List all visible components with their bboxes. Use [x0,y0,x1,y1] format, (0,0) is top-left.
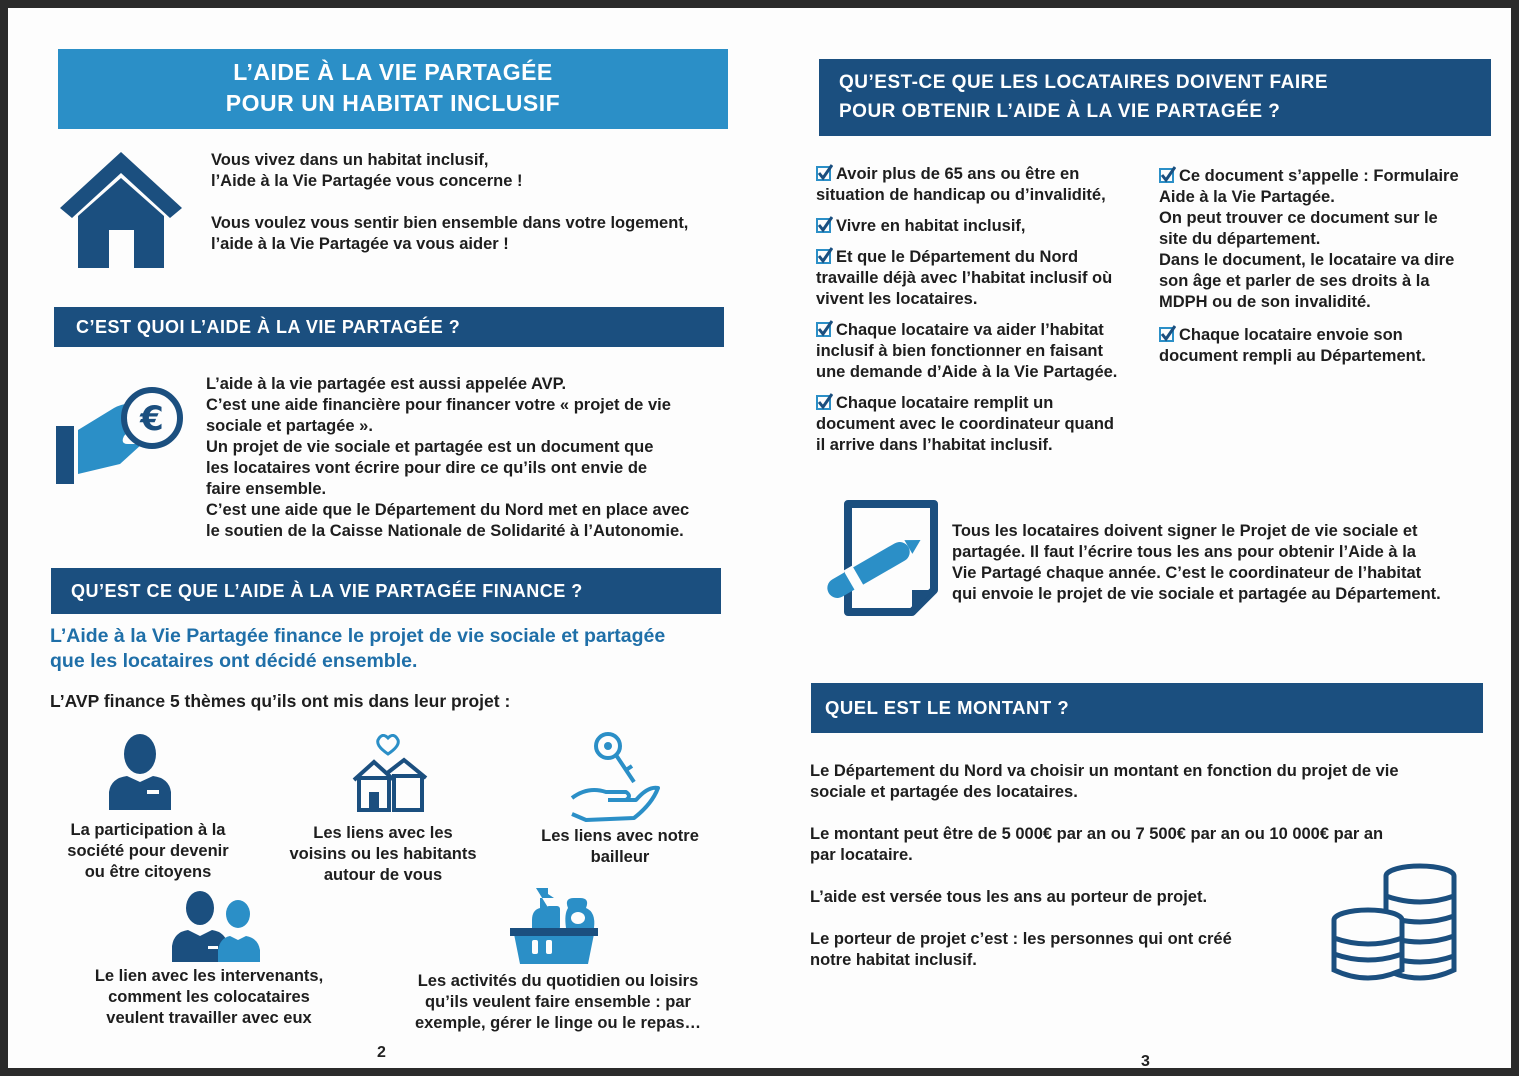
left-title-banner [58,49,728,129]
theme-1-line: ou être citoyens [84,863,212,881]
section1-text [206,374,736,542]
checklist-item [816,164,1156,206]
checklist-line: il arrive dans l’habitat inclusif. [816,436,1053,454]
theme-2-line: Les liens avec les [313,824,453,842]
theme-3-line: Les liens avec notre [541,827,699,845]
checklist-line: document rempli au Département. [1159,347,1426,365]
checkbox-checked-icon [1159,166,1176,183]
sign-line: qui envoie le projet de vie sociale et partagée au Département. [952,585,1441,603]
theme-2-line: voisins ou les habitants [289,845,477,863]
checkbox-checked-icon [816,393,833,410]
checklist-line: Chaque locataire va aider l’habitat [836,321,1104,339]
checklist-line: inclusif à bien fonctionner en faisant [816,342,1103,360]
section2-lead-line: que les locataires ont décidé ensemble. [50,650,418,672]
theme-5-line: Les activités du quotidien ou loisirs [417,972,699,990]
checkbox-checked-icon [816,247,833,264]
sign-text [952,521,1497,605]
checklist-line: Avoir plus de 65 ans ou être en [836,165,1080,183]
theme-4-line: veulent travailler avec eux [106,1009,312,1027]
intro-line: l’aide à la Vie Partagée va vous aider ! [211,235,509,253]
checklist-line: situation de handicap ou d’invalidité, [816,186,1106,204]
section1-line: le soutien de la Caisse Nationale de Solidarité à l’Autonomie. [206,522,684,540]
checklist-item [816,393,1156,456]
section2-title: QU’EST CE QUE L’AIDE À LA VIE PARTAGÉE FINANCE ? [71,581,583,601]
theme-4-text [64,966,354,1029]
theme-5-line: exemple, gérer le linge ou le repas… [414,1014,702,1032]
right-title-line1: QU’EST-CE QUE LES LOCATAIRES DOIVENT FAIRE [839,72,1329,93]
theme-1-text [48,820,248,883]
section2-sub-text: L’AVP finance 5 thèmes qu’ils ont mis dans leur projet : [50,691,511,711]
intro-text [211,150,731,255]
theme-3-line: bailleur [590,848,650,866]
theme-3-text [522,826,718,868]
sign-document-icon [816,498,946,618]
sign-line: Tous les locataires doivent signer le Projet de vie sociale et [952,522,1418,540]
section2-lead [50,624,730,674]
coin-stack-icon [1330,860,1460,986]
two-people-icon [170,888,266,962]
checklist-left [816,164,1156,456]
theme-2-text [270,823,496,886]
section2-lead-line: L’Aide à la Vie Partagée finance le projet de vie sociale et partagée [50,625,666,647]
section1-title: C’EST QUOI L’AIDE À LA VIE PARTAGÉE ? [76,317,461,337]
section2-banner [51,568,721,614]
right-title-banner [819,59,1491,136]
left-title-line1: L’AIDE À LA VIE PARTAGÉE [233,59,553,85]
checkbox-checked-icon [816,216,833,233]
amount-line: Le porteur de projet c’est : les personnes qui ont créé [810,930,1232,948]
theme-5-line: qu’ils veulent faire ensemble : par [425,993,691,1011]
section1-banner [54,307,724,347]
checklist-item [1159,166,1494,313]
checkbox-checked-icon [816,164,833,181]
checklist-line: site du département. [1159,230,1321,248]
checklist-item [816,216,1156,237]
checklist-line: Dans le document, le locataire va dire [1159,251,1455,269]
theme-2-line: autour de vous [323,866,443,884]
checklist-line: Chaque locataire remplit un [836,394,1054,412]
hand-euro-icon [54,378,184,488]
checklist-line: On peut trouver ce document sur le [1159,209,1438,227]
intro-line: Vous voulez vous sentir bien ensemble dans votre logement, [211,214,689,232]
checklist-line: Chaque locataire envoie son [1179,326,1403,344]
intro-line: Vous vivez dans un habitat inclusif, [211,151,489,169]
sign-line: partagée. Il faut l’écrire tous les ans pour obtenir l’Aide à la [952,543,1416,561]
page-number-right: 3 [1141,1053,1150,1068]
section1-line: C’est une aide financière pour financer votre « projet de vie [206,396,671,414]
checklist-line: une demande d’Aide à la Vie Partagée. [816,363,1118,381]
left-title-line2: POUR UN HABITAT INCLUSIF [225,90,561,116]
section1-line: C’est une aide que le Département du Nord met en place avec [206,501,690,519]
checklist-line: Vivre en habitat inclusif, [836,217,1026,235]
checklist-line: travaille déjà avec l’habitat inclusif où [816,269,1113,287]
checklist-line: Aide à la Vie Partagée. [1159,188,1335,206]
amount-line: L’aide est versée tous les ans au porteur de projet. [810,888,1208,906]
amount-banner [811,683,1483,733]
checklist-line: document avec le coordinateur quand [816,415,1114,433]
section2-sub [50,691,730,712]
theme-4-line: comment les colocataires [108,988,310,1006]
checkbox-checked-icon [816,320,833,337]
checklist-line: vivent les locataires. [816,290,978,308]
checklist-item [816,247,1156,310]
section1-line: L’aide à la vie partagée est aussi appelée AVP. [206,375,567,393]
amount-line: Le Département du Nord va choisir un montant en fonction du projet de vie [810,762,1399,780]
svg-text:€: € [140,399,164,439]
checklist-item [816,320,1156,383]
amount-line: par locataire. [810,846,913,864]
section1-line: faire ensemble. [206,480,327,498]
checklist-line: son âge et parler de ses droits à la [1159,272,1430,290]
right-title-line2: POUR OBTENIR L’AIDE À LA VIE PARTAGÉE ? [839,101,1281,122]
hand-key-icon [568,730,660,824]
theme-4-line: Le lien avec les intervenants, [94,967,324,985]
amount-line: sociale et partagée des locataires. [810,783,1078,801]
amount-line: notre habitat inclusif. [810,951,977,969]
brochure-spread [8,8,1511,1068]
page-number-left: 2 [377,1044,386,1061]
checklist-line: Ce document s’appelle : Formulaire [1179,167,1459,185]
theme-5-text [398,971,718,1034]
cleaning-basket-icon [506,884,602,968]
checklist-line: MDPH ou de son invalidité. [1159,293,1371,311]
theme-1-line: La participation à la [70,821,226,839]
checklist-item [1159,325,1494,367]
amount-title: QUEL EST LE MONTANT ? [825,697,1070,718]
section1-line: les locataires vont écrire pour dire ce qu’ils ont envie de [206,459,648,477]
house-icon [56,148,186,273]
checklist-line: Et que le Département du Nord [836,248,1079,266]
intro-line: l’Aide à la Vie Partagée vous concerne ! [211,172,523,190]
amount-line: Le montant peut être de 5 000€ par an ou 7 500€ par an ou 10 000€ par an [810,825,1384,843]
neighbours-houses-icon [350,734,430,814]
citizen-person-icon [105,732,175,810]
checkbox-checked-icon [1159,325,1176,342]
theme-1-line: société pour devenir [67,842,229,860]
sign-line: Vie Partagé chaque année. C’est le coordinateur de l’habitat [952,564,1422,582]
section1-line: sociale et partagée ». [206,417,373,435]
section1-line: Un projet de vie sociale et partagée est un document que [206,438,654,456]
checklist-right [1159,166,1494,367]
